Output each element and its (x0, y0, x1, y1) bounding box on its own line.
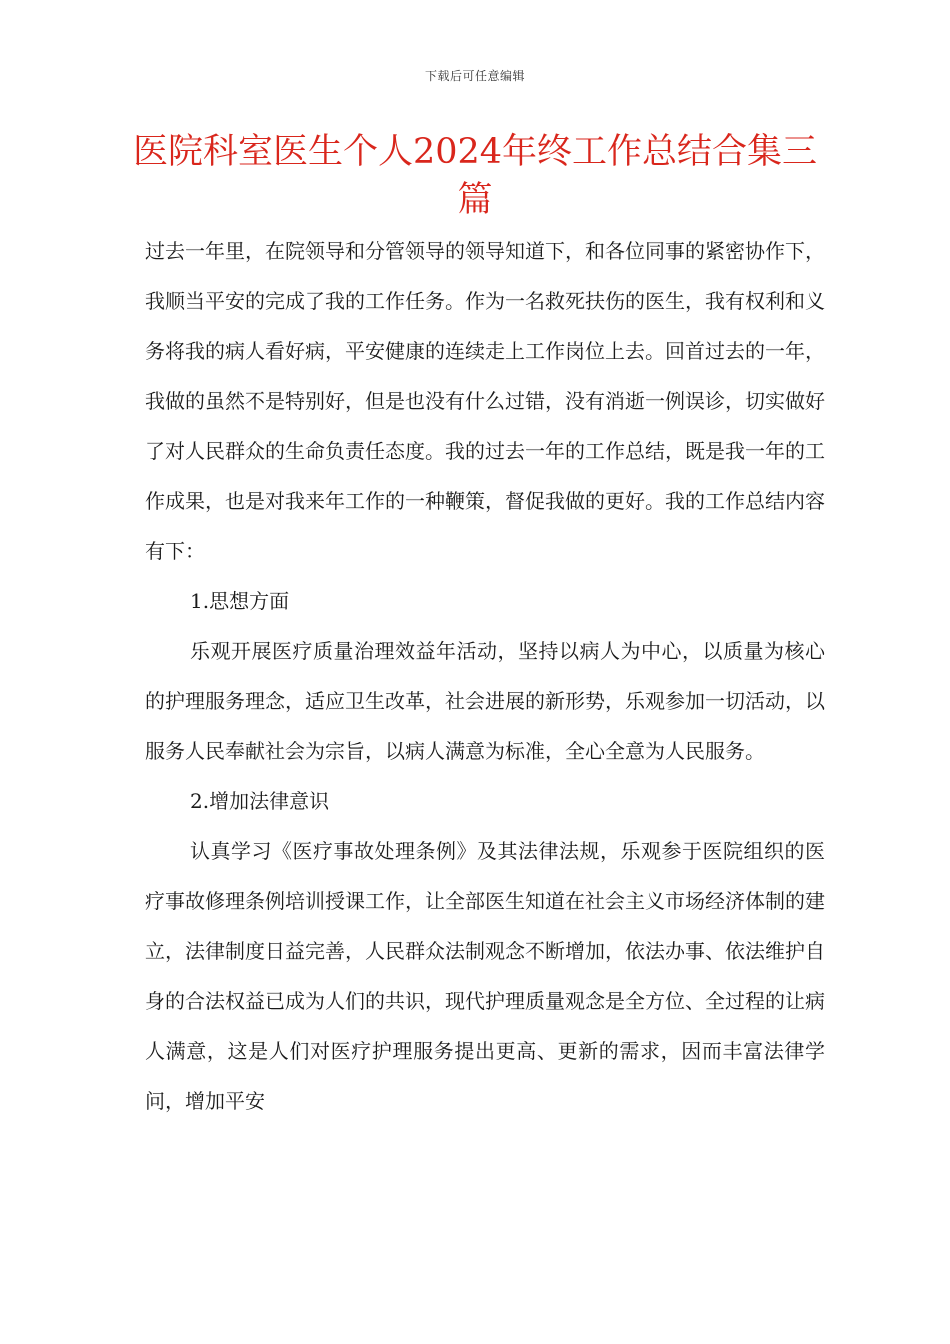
section-heading-2: 2.增加法律意识 (190, 789, 330, 813)
paragraph-section-2: 认真学习《医疗事故处理条例》及其法律法规，乐观参于医院组织的医疗事故修理条例培训授课工作，让全部医生知道在社会主义市场经济体制的建立，法律制度日益完善，人民群众法制观念不断增加，依法办事、依法维护自身的合法权益已成为人们的共识，现代护理质量观念是全方位、全过程的让病人满意，这是人们对医疗护理服务提出更高、更新的需求，因而丰富法律学问，增加平安 (145, 839, 825, 1113)
document-title: 医院科室医生个人2024年终工作总结合集三篇 (132, 132, 818, 220)
section-heading-1: 1.思想方面 (190, 589, 290, 613)
paragraph-intro: 过去一年里，在院领导和分管领导的领导知道下，和各位同事的紧密协作下，我顺当平安的完成了我的工作任务。作为一名救死扶伤的医生，我有权利和义务将我的病人看好病，平安健康的连续走上工作岗位上去。回首过去的一年，我做的虽然不是特别好，但是也没有什么过错，没有消逝一例误诊，切实做好了对人民群众的生命负责任态度。我的过去一年的工作总结，既是我一年的工作成果，也是对我来年工作的一种鞭策，督促我做的更好。我的工作总结内容有下： (145, 239, 825, 563)
document-body (145, 226, 825, 1126)
paragraph-section-1: 乐观开展医疗质量治理效益年活动，坚持以病人为中心，以质量为核心的护理服务理念，适应卫生改革，社会进展的新形势，乐观参加一切活动，以服务人民奉献社会为宗旨，以病人满意为标准，全心全意为人民服务。 (145, 639, 825, 763)
header-note: 下载后可任意编辑 (424, 69, 525, 83)
